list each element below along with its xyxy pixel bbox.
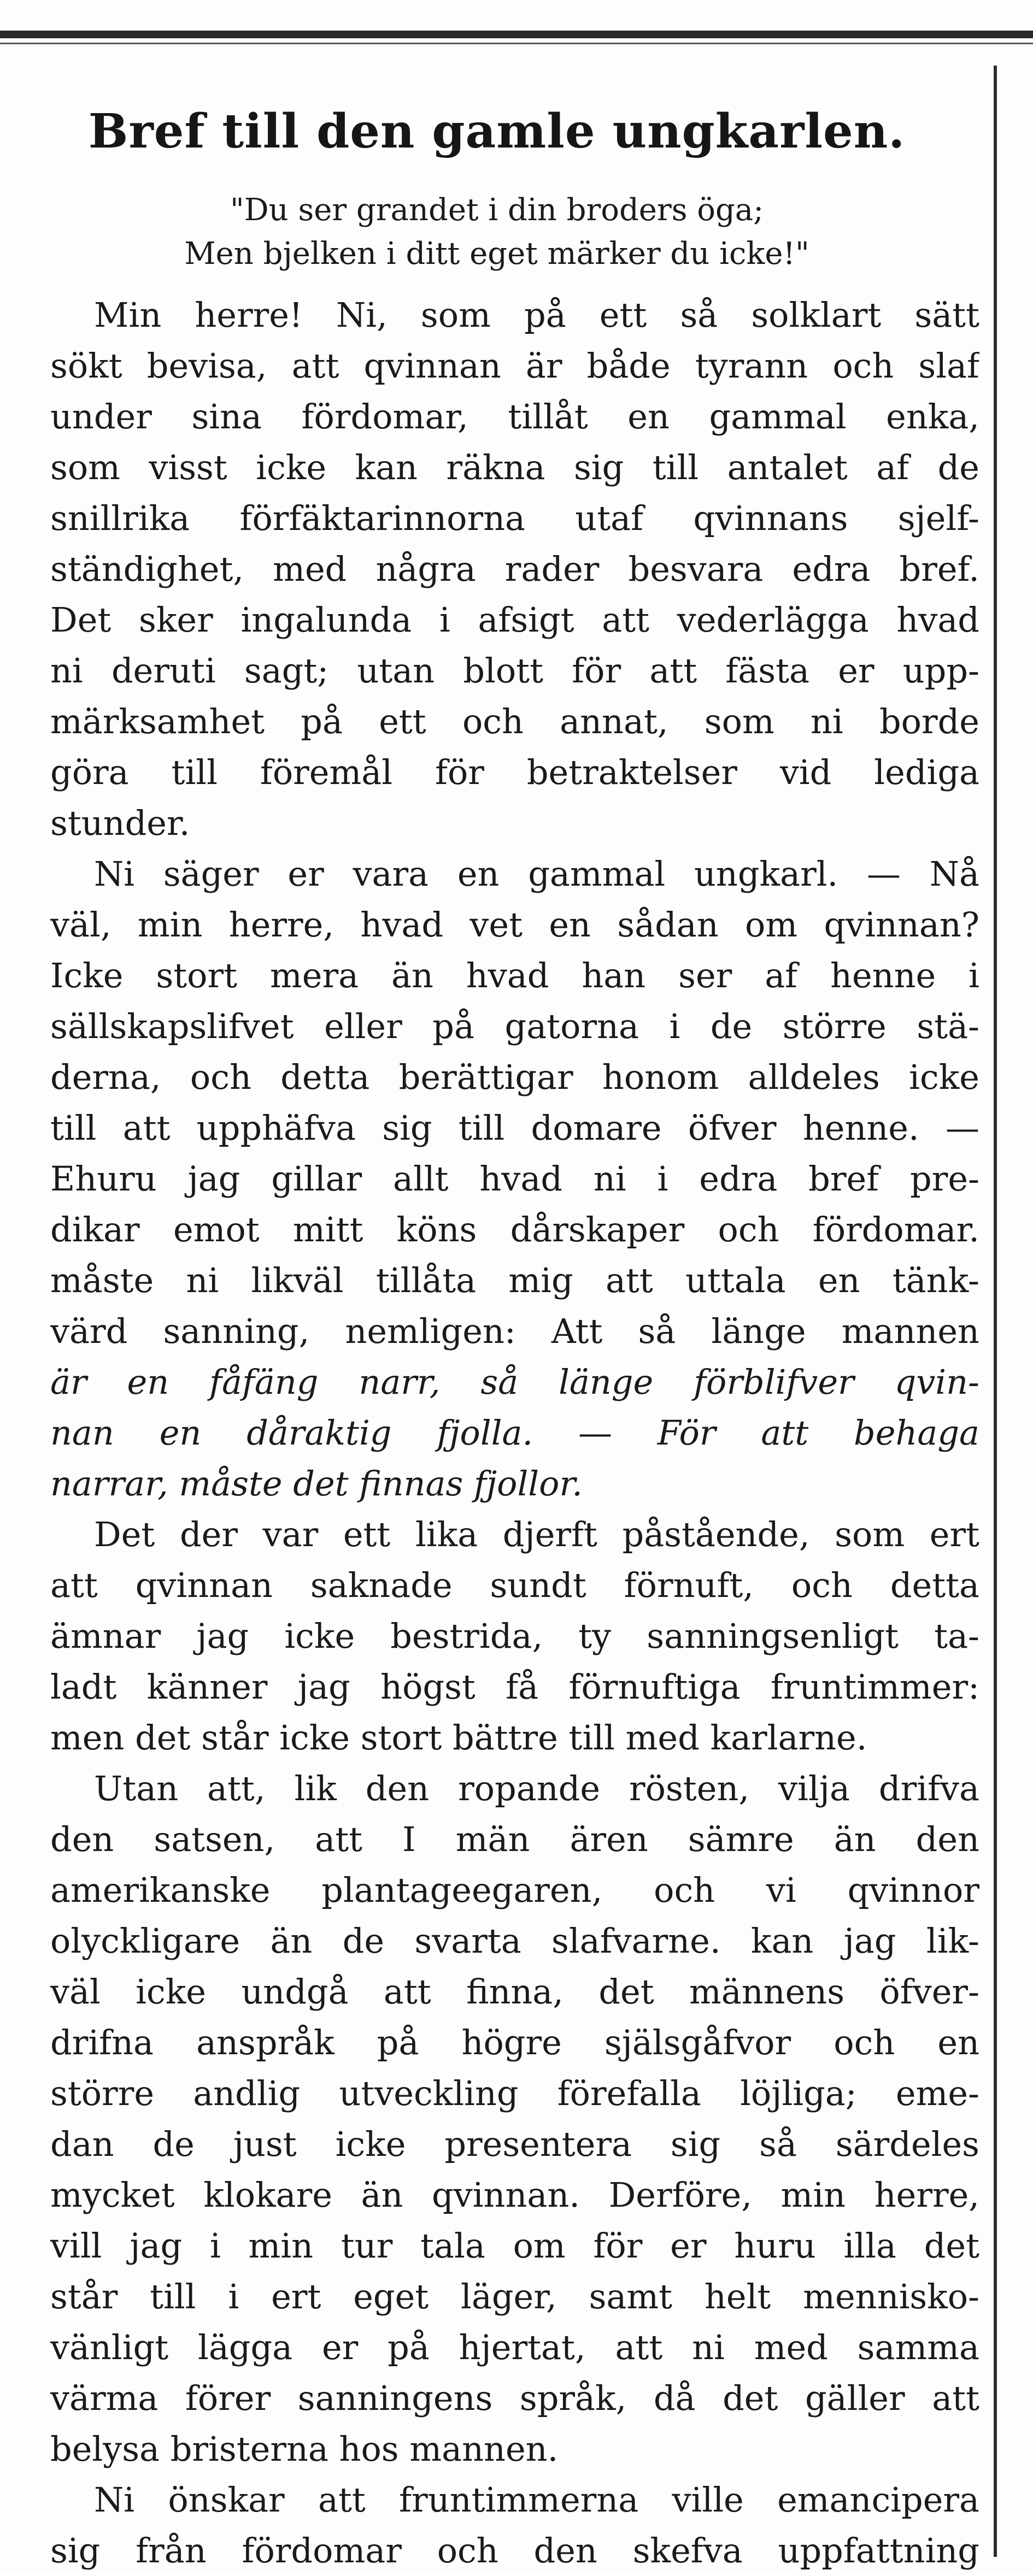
text-line: stunder. [50, 803, 190, 843]
text-line: måste ni likväl tillåta mig att uttala en tänk- [50, 1260, 979, 1300]
text-line: Utan att, lik den ropande rösten, vilja drifva [94, 1769, 979, 1808]
text-line: som visst icke kan räkna sig till antalet af de [50, 447, 979, 487]
text-line: derna, och detta berättigar honom alldeles icke [50, 1057, 979, 1097]
text-line: Det der var ett lika djerft påstående, som ert [94, 1514, 979, 1554]
text-line: är en fåfäng narr, så länge förblifver qvin- [50, 1362, 979, 1402]
text-line: göra till föremål för betraktelser vid lediga [50, 752, 979, 792]
text-line: men det står icke stort bättre till med karlarne. [50, 1718, 867, 1758]
text-line: Det sker ingalunda i afsigt att vederlägga hvad [50, 600, 979, 640]
text-line: dan de just icke presentera sig så särdeles [50, 2124, 979, 2164]
text-line: snillrika förfäktarinnorna utaf qvinnans sjelf- [50, 498, 979, 538]
text-line: den satsen, att I män ären sämre än den [50, 1819, 979, 1859]
text-line: vill jag i min tur tala om för er huru illa det [50, 2226, 979, 2266]
top-rule-thin [0, 43, 1033, 44]
epigraph-line: Men bjelken i ditt eget märker du icke!" [184, 236, 809, 272]
text-line: nan en dåraktig fjolla. — För att behaga [50, 1413, 979, 1453]
text-line: större andlig utveckling förefalla löjliga; eme- [50, 2073, 979, 2113]
text-line: under sina fördomar, tillåt en gammal enka, [50, 397, 979, 437]
text-line: sökt bevisa, att qvinnan är både tyrann och slaf [50, 346, 979, 386]
text-line: Ni säger er vara en gammal ungkarl. — Nå [94, 854, 979, 894]
text-line: står till i ert eget läger, samt helt mennisko- [50, 2277, 979, 2316]
article-body [50, 290, 979, 2576]
text-line: till att upphäfva sig till domare öfver henne. — [50, 1108, 979, 1148]
text-line: drifna anspråk på högre själsgåfvor och en [50, 2023, 979, 2062]
text-line: Min herre! Ni, som på ett så solklart sätt [94, 295, 979, 335]
text-line: värma förer sanningens språk, då det gäller att [50, 2378, 979, 2418]
epigraph [0, 188, 994, 276]
text-line: ladt känner jag högst få förnuftiga fruntimmer: [50, 1667, 979, 1707]
text-line: att qvinnan saknade sundt förnuft, och detta [50, 1565, 979, 1605]
column-rule [994, 66, 997, 2557]
text-line: Ehuru jag gillar allt hvad ni i edra bref pre- [50, 1159, 979, 1199]
text-line: olyckligare än de svarta slafvarne. kan jag lik- [50, 1921, 979, 1961]
text-line: belysa bristerna hos mannen. [50, 2429, 559, 2469]
text-line: Icke stort mera än hvad han ser af henne i [50, 956, 979, 995]
text-line: ni deruti sagt; utan blott för att fästa er upp- [50, 651, 979, 691]
text-line: narrar, måste det finnas fjollor. [50, 1464, 583, 1504]
text-line: sig från fördomar och den skefva uppfattning [50, 2531, 979, 2571]
text-line: mycket klokare än qvinnan. Derföre, min herre, [50, 2175, 979, 2215]
epigraph-line: "Du ser grandet i din broders öga; [230, 192, 764, 228]
text-line: sällskapslifvet eller på gatorna i de större stä- [50, 1006, 979, 1046]
text-line: ständighet, med några rader besvara edra bref. [50, 549, 979, 589]
text-line: värd sanning, nemligen: Att så länge mannen [50, 1311, 979, 1351]
top-rule [0, 31, 1033, 38]
text-line: märksamhet på ett och annat, som ni borde [50, 702, 979, 741]
article-title: Bref till den gamle ungkarlen. [88, 104, 906, 159]
text-line: väl, min herre, hvad vet en sådan om qvinnan? [50, 905, 979, 945]
text-line: Ni önskar att fruntimmerna ville emancipera [94, 2480, 979, 2520]
text-line: vänligt lägga er på hjertat, att ni med samma [50, 2327, 979, 2367]
text-line: dikar emot mitt köns dårskaper och fördomar. [50, 1210, 979, 1249]
text-line: väl icke undgå att finna, det männens öfver- [50, 1972, 979, 2012]
text-line: amerikanske plantageegaren, och vi qvinnor [50, 1870, 979, 1910]
text-line: ämnar jag icke bestrida, ty sanningsenligt ta- [50, 1616, 979, 1656]
